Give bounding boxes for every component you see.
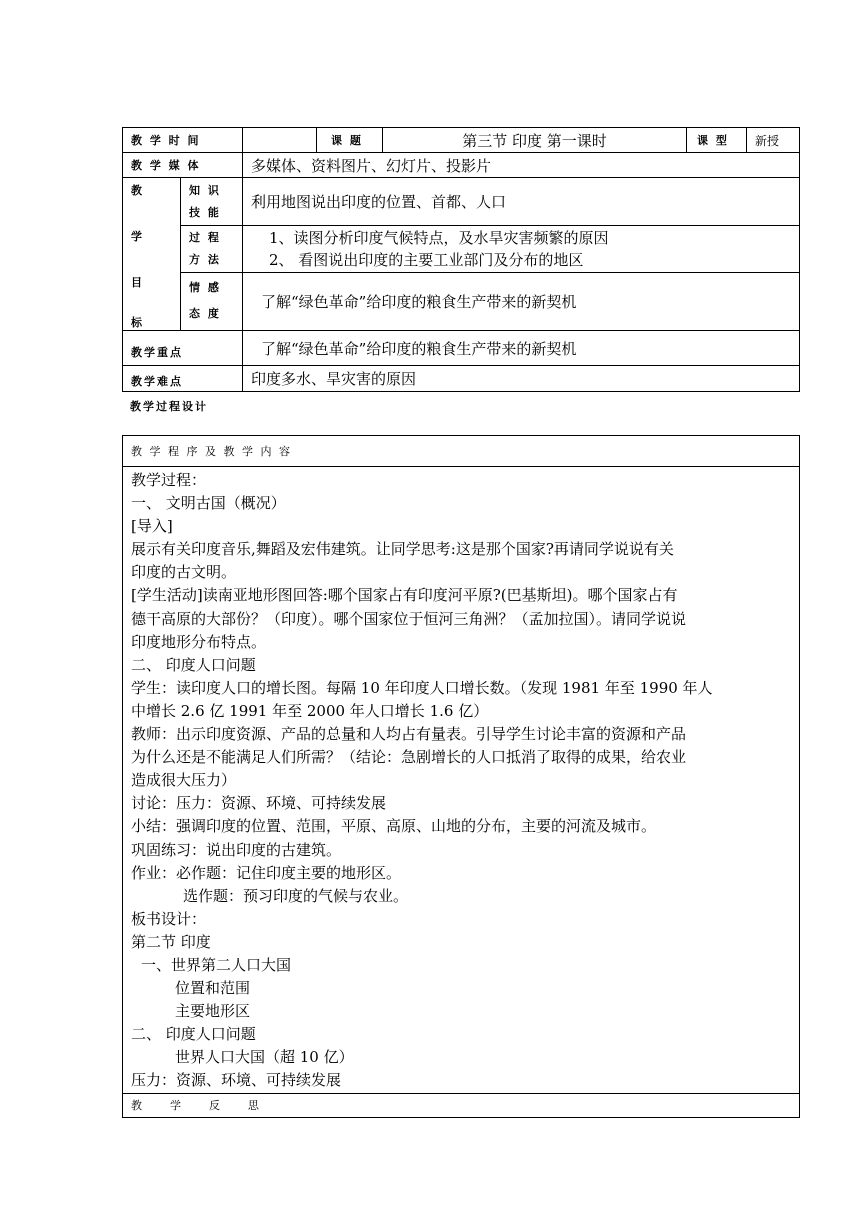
teaching-process-table: [122, 435, 800, 1118]
knowledge-label: [181, 178, 243, 226]
content-line: 德干高原的大部份？（印度）。哪个国家位于恒河三角洲？（孟加拉国）。请同学说说: [131, 609, 687, 628]
content-line: 位置和范围: [175, 979, 251, 998]
time-value: [243, 128, 317, 153]
process-value-line-1: 1、读图分析印度气候特点，及水旱灾害频繁的原因: [269, 228, 609, 247]
objectives-char-1: 教: [131, 184, 144, 197]
process-value-line-2: 2、 看图说出印度的主要工业部门及分布的地区: [269, 250, 584, 269]
objectives-label: [123, 178, 181, 331]
attitude-label: [181, 272, 243, 330]
content-line: 压力：资源、环境、可持续发展: [131, 1071, 342, 1090]
content-line: 板书设计：: [131, 909, 207, 928]
content-line: 印度地形分布特点。: [131, 632, 267, 651]
content-line: 主要地形区: [175, 1002, 251, 1021]
reflection-label: 教 学 反 思: [123, 1093, 800, 1117]
content-line: 巩固练习：说出印度的古建筑。: [131, 840, 342, 859]
content-line: 为什么还是不能满足人们所需？（结论：急剧增长的人口抵消了取得的成果，给农业: [131, 748, 687, 767]
objectives-char-4: 标: [131, 316, 144, 329]
content-line: 讨论：压力：资源、环境、可持续发展: [131, 794, 387, 813]
key-point-value: 了解“绿色革命”给印度的粮食生产带来的新契机: [243, 331, 800, 366]
process-table-header: 教 学 程 序 及 教 学 内 容: [123, 436, 800, 467]
content-line: 二、 印度人口问题: [131, 655, 256, 674]
lesson-type-label: 课 型: [687, 128, 747, 153]
content-line: 选作题：预习印度的气候与农业。: [183, 886, 409, 905]
attitude-value: 了解“绿色革命”给印度的粮食生产带来的新契机: [243, 272, 800, 330]
content-line: [学生活动]读南亚地形图回答:哪个国家占有印度河平原?(巴基斯坦)。哪个国家占有: [131, 586, 678, 605]
process-method-value: [243, 226, 800, 272]
content-line: 作业：必作题：记住印度主要的地形区。: [131, 863, 402, 882]
knowledge-label-line-2: 技 能: [189, 205, 221, 219]
content-line: 第二节 印度: [131, 932, 211, 951]
content-line: 造成很大压力）: [131, 771, 237, 790]
process-method-label: [181, 226, 243, 272]
objectives-char-3: 目: [131, 276, 144, 289]
content-line: 印度的古文明。: [131, 563, 237, 582]
attitude-label-line-2: 态 度: [189, 307, 221, 321]
media-value: 多媒体、资料图片、幻灯片、投影片: [243, 153, 800, 178]
difficulty-value: 印度多水、旱灾害的原因: [243, 366, 800, 392]
content-line: 教师：出示印度资源、产品的总量和人均占有量表。引导学生讨论丰富的资源和产品: [131, 725, 687, 744]
lesson-type-value: 新授: [747, 128, 800, 153]
objectives-char-2: 学: [131, 230, 144, 243]
content-line: 二、 印度人口问题: [131, 1025, 256, 1044]
media-label: 教 学 媒 体: [123, 153, 243, 178]
content-line: [导入]: [131, 517, 173, 536]
content-line: 小结：强调印度的位置、范围，平原、高原、山地的分布，主要的河流及城市。: [131, 817, 657, 836]
content-line: 展示有关印度音乐,舞蹈及宏伟建筑。让同学思考:这是那个国家?再请同学说说有关: [131, 540, 674, 559]
topic-label: 课 题: [317, 128, 383, 153]
time-label: 教 学 时 间: [123, 128, 243, 153]
attitude-label-line-1: 情 感: [189, 281, 221, 295]
content-line: 学生：读印度人口的增长图。每隔 10 年印度人口增长数。（发现 1981 年至 1990 年人: [131, 678, 713, 697]
content-line: 一、世界第二人口大国: [141, 955, 292, 974]
knowledge-value: 利用地图说出印度的位置、首都、人口: [243, 178, 800, 226]
process-design-heading: 教学过程设计: [130, 400, 208, 413]
content-line: 中增长 2.6 亿 1991 年至 2000 年人口增长 1.6 亿）: [131, 701, 489, 720]
content-line: 世界人口大国（超 10 亿）: [175, 1048, 354, 1067]
content-line: 教学过程：: [131, 471, 207, 489]
topic-value: 第三节 印度 第一课时: [383, 128, 687, 153]
process-content: [123, 467, 800, 1094]
key-point-label: 教学重点: [123, 331, 243, 366]
process-label-line-1: 过 程: [189, 230, 221, 244]
difficulty-label: 教学难点: [123, 366, 243, 392]
content-line: 一、 文明古国（概况）: [131, 494, 286, 513]
process-label-line-2: 方 法: [189, 252, 221, 266]
knowledge-label-line-1: 知 识: [189, 183, 221, 197]
lesson-info-table: [122, 127, 800, 392]
